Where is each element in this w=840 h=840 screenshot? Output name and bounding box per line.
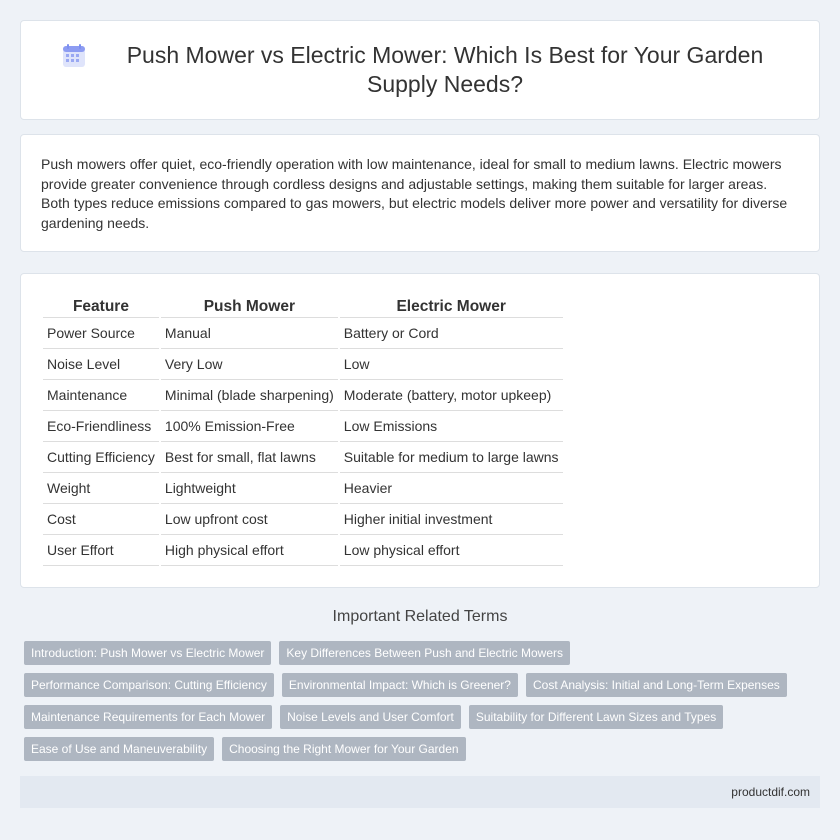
table-header-row [43,296,563,318]
related-term-tag[interactable]: Introduction: Push Mower vs Electric Mower [24,641,271,665]
cell-electric: Higher initial investment [340,504,563,535]
table-row [43,473,563,504]
cell-feature: Maintenance [43,380,159,411]
cell-electric: Low [340,349,563,380]
related-term-tag[interactable]: Ease of Use and Maneuverability [24,737,214,761]
related-term-tag[interactable]: Cost Analysis: Initial and Long-Term Expenses [526,673,787,697]
cell-feature: Power Source [43,318,159,349]
cell-feature: Noise Level [43,349,159,380]
cell-feature: User Effort [43,535,159,566]
header-push-mower: Push Mower [161,296,338,318]
cell-push: High physical effort [161,535,338,566]
cell-electric: Moderate (battery, motor upkeep) [340,380,563,411]
cell-feature: Cost [43,504,159,535]
calendar-icon [61,43,87,69]
cell-feature: Cutting Efficiency [43,442,159,473]
cell-feature: Weight [43,473,159,504]
title-card [20,20,820,120]
header-feature: Feature [43,296,159,318]
table-row [43,318,563,349]
related-term-tag[interactable]: Suitability for Different Lawn Sizes and Types [469,705,723,729]
comparison-table [41,296,565,566]
related-term-tag[interactable]: Maintenance Requirements for Each Mower [24,705,272,729]
cell-electric: Low physical effort [340,535,563,566]
page-title: Push Mower vs Electric Mower: Which Is Best for Your Garden Supply Needs? [126,42,764,97]
cell-electric: Low Emissions [340,411,563,442]
related-term-tag[interactable]: Environmental Impact: Which is Greener? [282,673,518,697]
table-row [43,411,563,442]
footer-site-link[interactable]: productdif.com [731,785,810,799]
cell-push: Very Low [161,349,338,380]
cell-push: 100% Emission-Free [161,411,338,442]
related-term-tag[interactable]: Noise Levels and User Comfort [280,705,461,729]
table-row [43,380,563,411]
comparison-card [20,273,820,588]
header-electric-mower: Electric Mower [340,296,563,318]
table-row [43,442,563,473]
table-row [43,349,563,380]
related-terms-heading: Important Related Terms [332,608,508,625]
intro-card [20,134,820,252]
footer [20,776,820,808]
cell-electric: Heavier [340,473,563,504]
cell-push: Minimal (blade sharpening) [161,380,338,411]
cell-feature: Eco-Friendliness [43,411,159,442]
related-term-tag[interactable]: Choosing the Right Mower for Your Garden [222,737,465,761]
table-row [43,504,563,535]
intro-paragraph: Push mowers offer quiet, eco-friendly operation with low maintenance, ideal for small to medium lawns. Electric mowers provide greater convenience through cordless designs and adjustable settings, making them suitable for larger areas. Both types reduce emissions compared to gas mowers, but electric models deliver more power and versatility for diverse gardening needs. [41,156,788,231]
related-term-tag[interactable]: Key Differences Between Push and Electric Mowers [279,641,570,665]
table-row [43,535,563,566]
cell-push: Best for small, flat lawns [161,442,338,473]
related-term-tag[interactable]: Performance Comparison: Cutting Efficiency [24,673,274,697]
cell-push: Lightweight [161,473,338,504]
cell-push: Manual [161,318,338,349]
cell-push: Low upfront cost [161,504,338,535]
related-terms-list [24,641,824,761]
cell-electric: Suitable for medium to large lawns [340,442,563,473]
cell-electric: Battery or Cord [340,318,563,349]
